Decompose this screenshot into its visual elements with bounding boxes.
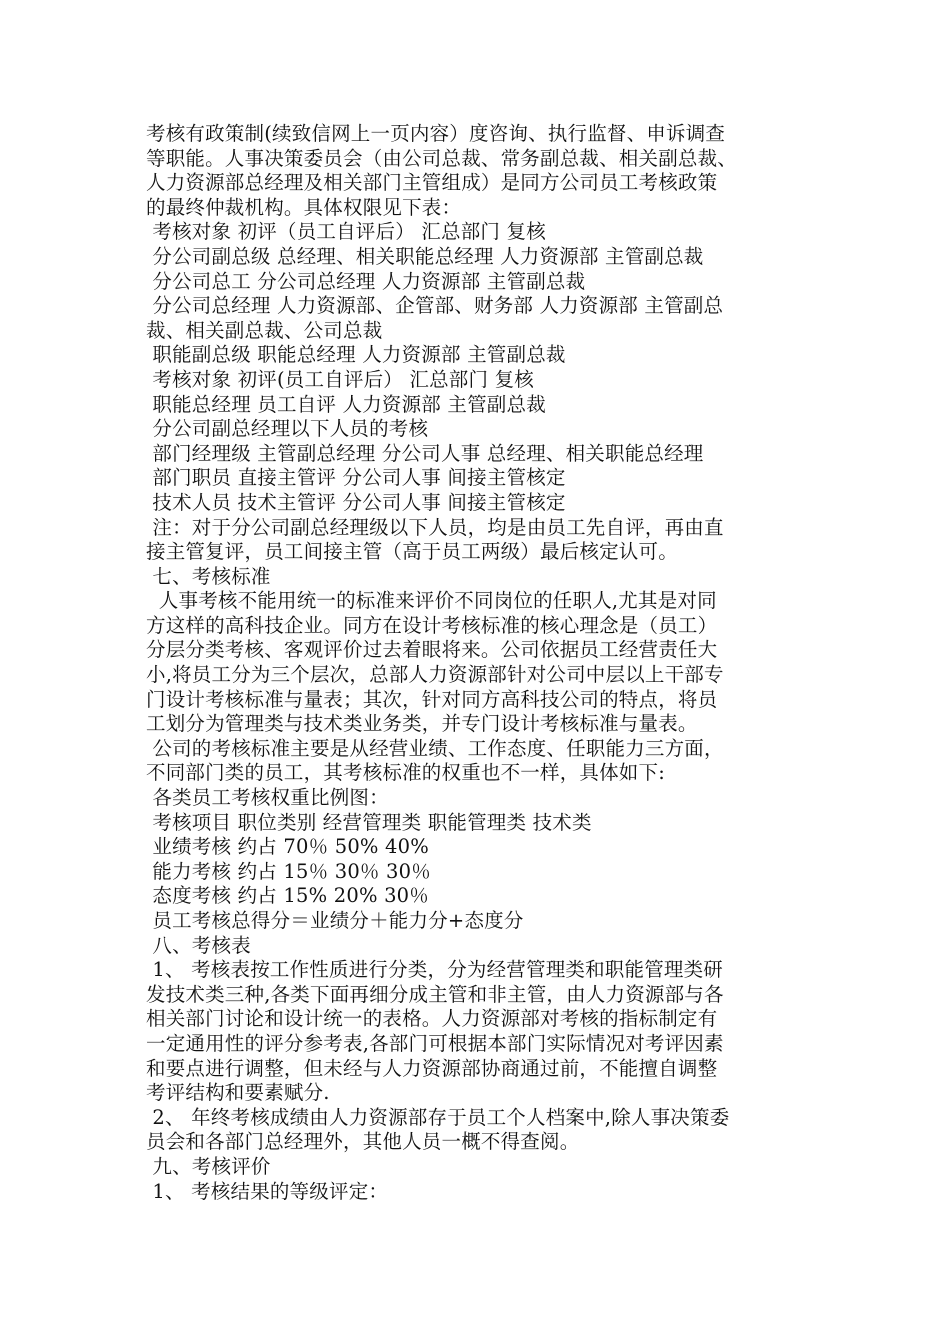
table-row: 分公司总经理 人力资源部、企管部、财务部 人力资源部 主管副总: [146, 294, 724, 318]
section-heading: 九、考核评价: [146, 1154, 271, 1178]
text-line: 分层分类考核、客观评价过去着眼将来。公司依据员工经营责任大: [146, 638, 718, 662]
section-heading: 八、考核表: [146, 933, 251, 957]
text-line: 工划分为管理类与技术类业务类，并专门设计考核标准与量表。: [146, 712, 698, 736]
table-row-header: 考核对象 初评(员工自评后） 汇总部门 复核: [146, 367, 535, 391]
table-row-continuation: 裁、相关副总裁、公司总裁: [146, 318, 383, 342]
text-line: 1、 考核表按工作性质进行分类，分为经营管理类和职能管理类研: [146, 958, 724, 982]
text-line: 等职能。人事决策委员会（由公司总裁、常务副总裁、相关副总裁、: [146, 146, 738, 170]
table-row-header: 考核对象 初评（员工自评后） 汇总部门 复核: [146, 220, 546, 244]
note-line: 接主管复评，员工间接主管（高于员工两级）最后核定认可。: [146, 540, 678, 564]
text-line: 不同部门类的员工，其考核标准的权重也不一样，具体如下:: [146, 761, 665, 785]
document-body: [146, 122, 826, 1204]
table-row: 分公司总工 分公司总经理 人力资源部 主管副总裁: [146, 269, 586, 293]
text-line: 人事考核不能用统一的标准来评价不同岗位的任职人,尤其是对同: [146, 589, 717, 613]
table-row: 分公司副总级 总经理、相关职能总经理 人力资源部 主管副总裁: [146, 244, 704, 268]
table-row: 职能副总级 职能总经理 人力资源部 主管副总裁: [146, 343, 566, 367]
text-line: 门设计考核标准与量表；其次，针对同方高科技公司的特点，将员: [146, 687, 718, 711]
text-line: 员会和各部门总经理外，其他人员一概不得查阅。: [146, 1130, 580, 1154]
text-line: 公司的考核标准主要是从经营业绩、工作态度、任职能力三方面，: [146, 736, 724, 760]
weight-table-row: 能力考核 约占 15％ 30％ 30％: [146, 859, 431, 883]
table-row: 技术人员 技术主管评 分公司人事 间接主管核定: [146, 490, 566, 514]
section-heading: 七、考核标准: [146, 564, 271, 588]
text-line: 发技术类三种,各类下面再细分成主管和非主管，由人力资源部与各: [146, 982, 724, 1006]
weight-table-header: 考核项目 职位类别 经营管理类 职能管理类 技术类: [146, 810, 592, 834]
text-line: 1、 考核结果的等级评定：: [146, 1179, 389, 1203]
text-line: 考核有政策制(续致信网上一页内容）度咨询、执行监督、申诉调查: [146, 122, 726, 145]
table-section-title: 分公司副总经理以下人员的考核: [146, 417, 429, 441]
table-row: 部门职员 直接主管评 分公司人事 间接主管核定: [146, 466, 566, 490]
text-line: 考评结构和要素赋分.: [146, 1081, 330, 1105]
text-line: 相关部门讨论和设计统一的表格。人力资源部对考核的指标制定有: [146, 1007, 718, 1031]
text-line: 一定通用性的评分参考表,各部门可根据本部门实际情况对考评因素: [146, 1031, 724, 1055]
weight-table-title: 各类员工考核权重比例图：: [146, 786, 389, 810]
weight-table-row: 态度考核 约占 15% 20% 30％: [146, 884, 429, 908]
table-row: 职能总经理 员工自评 人力资源部 主管副总裁: [146, 392, 546, 416]
formula-line: 员工考核总得分＝业绩分＋能力分+态度分: [146, 909, 524, 932]
text-line: 小,将员工分为三个层次，总部人力资源部针对公司中层以上干部专: [146, 663, 724, 687]
text-line: 2、 年终考核成绩由人力资源部存于员工个人档案中,除人事决策委: [146, 1105, 730, 1129]
text-line: 和要点进行调整，但未经与人力资源部协商通过前，不能擅自调整: [146, 1056, 718, 1080]
weight-table-row: 业绩考核 约占 70％ 50% 40%: [146, 835, 429, 859]
text-line: 方这样的高科技企业。同方在设计考核标准的核心理念是（员工）: [146, 613, 718, 637]
text-line: 人力资源部总经理及相关部门主管组成）是同方公司员工考核政策: [146, 171, 718, 195]
text-line: 的最终仲裁机构。具体权限见下表：: [146, 195, 462, 219]
table-row: 部门经理级 主管副总经理 分公司人事 总经理、相关职能总经理: [146, 441, 704, 465]
note-line: 注：对于分公司副总经理级以下人员，均是由员工先自评，再由直: [146, 515, 724, 539]
